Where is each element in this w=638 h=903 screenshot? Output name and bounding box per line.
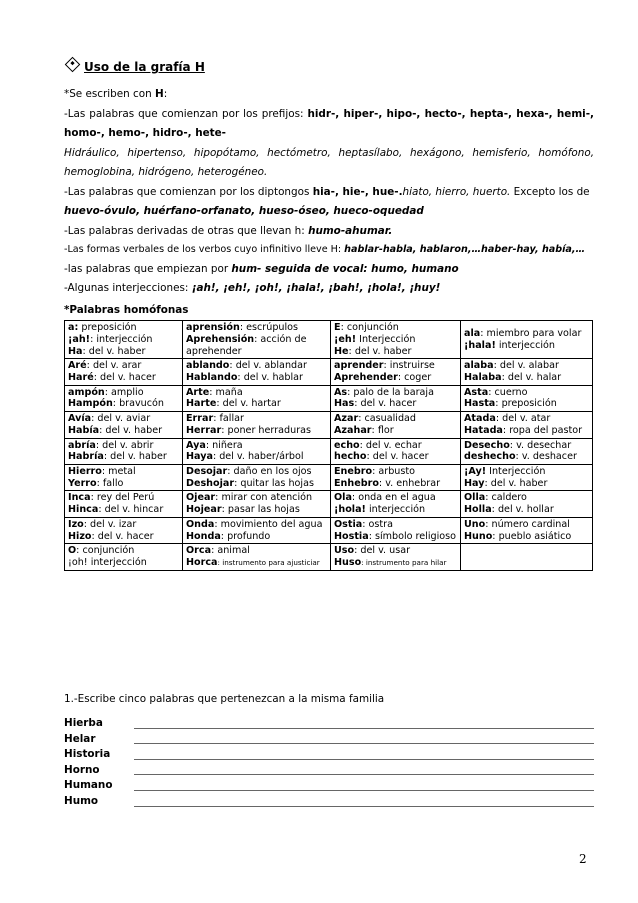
- rule-hum: -las palabras que empiezan por hum- seguida de vocal: humo, humano: [64, 262, 459, 275]
- answer-row: Horno: [64, 762, 594, 778]
- table-cell: ablando: del v. ablandar Hablando: del v. hablar: [183, 359, 331, 385]
- table-row: [65, 491, 593, 517]
- table-cell: Desecho: v. desechar deshecho: v. deshacer: [461, 438, 593, 464]
- table-row: [65, 412, 593, 438]
- table-row: [65, 385, 593, 411]
- exercise-title: 1.-Escribe cinco palabras que pertenezcan a la misma familia: [64, 693, 385, 705]
- answer-line[interactable]: [134, 790, 594, 791]
- rule-diphthongs-exceptions: huevo-óvulo, huérfano-orfanato, hueso-óseo, hueco-oquedad: [64, 205, 424, 218]
- answer-line[interactable]: [134, 743, 594, 744]
- section-title: Uso de la grafía H: [64, 60, 594, 74]
- table-cell: Hierro: metal Yerro: fallo: [65, 464, 183, 490]
- table-row: [65, 517, 593, 543]
- answer-row: Humo: [64, 793, 594, 809]
- rule-diphthongs: -Las palabras que comienzan por los diptongos hia-, hie-, hue-.hiato, hierro, huerto. Excepto los de: [64, 185, 590, 198]
- answer-line[interactable]: [134, 774, 594, 775]
- table-cell: echo: del v. echar hecho: del v. hacer: [331, 438, 461, 464]
- table-cell: As: palo de la baraja Has: del v. hacer: [331, 385, 461, 411]
- rule-verbs: -Las formas verbales de los verbos cuyo infinitivo lleve H: hablar-habla, hablaron,…haber-hay, había,…: [64, 244, 586, 256]
- table-cell: Enebro: arbusto Enhebro: v. enhebrar: [331, 464, 461, 490]
- table-cell: Aya: niñera Haya: del v. haber/árbol: [183, 438, 331, 464]
- table-cell: abría: del v. abrir Habría: del v. haber: [65, 438, 183, 464]
- table-cell: Avía: del v. aviar Había: del v. haber: [65, 412, 183, 438]
- table-cell: Aré: del v. arar Haré: del v. hacer: [65, 359, 183, 385]
- rule-prefixes-examples-cont: hemoglobina, hidrógeno, heterogéneo.: [64, 166, 268, 179]
- table-cell: Arte: maña Harte: del v. hartar: [183, 385, 331, 411]
- table-cell: Olla: caldero Holla: del v. hollar: [461, 491, 593, 517]
- answer-row: Historia: [64, 746, 594, 762]
- page-number: 2: [579, 852, 587, 866]
- table-cell: Atada: del v. atar Hatada: ropa del pastor: [461, 412, 593, 438]
- rule-interjections: -Algunas interjecciones: ¡ah!, ¡eh!, ¡oh!, ¡hala!, ¡bah!, ¡hola!, ¡huy!: [64, 282, 441, 295]
- table-cell: Ojear: mirar con atención Hojear: pasar las hojas: [183, 491, 331, 517]
- table-cell: ala: miembro para volar ¡hala! interjección: [461, 321, 593, 359]
- table-cell: Izo: del v. izar Hizo: del v. hacer: [65, 517, 183, 543]
- homophones-table: [64, 320, 593, 570]
- answer-line[interactable]: [134, 759, 594, 760]
- table-cell: ampón: amplio Hampón: bravucón: [65, 385, 183, 411]
- rule-intro: *Se escriben con H:: [64, 88, 168, 101]
- table-cell: Ola: onda en el agua ¡hola! interjección: [331, 491, 461, 517]
- table-cell: aprender: instruirse Aprehender: coger: [331, 359, 461, 385]
- table-cell: Uso: del v. usar Huso: instrumento para hilar: [331, 544, 461, 570]
- answer-line[interactable]: [134, 806, 594, 807]
- rule-prefixes: -Las palabras que comienzan por los prefijos: hidr-, hiper-, hipo-, hecto-, hepta-, hexa-, hemi-,: [64, 107, 594, 120]
- answer-row: Humano: [64, 777, 594, 793]
- table-cell: Onda: movimiento del agua Honda: profundo: [183, 517, 331, 543]
- answer-row: Hierba: [64, 715, 594, 731]
- table-cell: alaba: del v. alabar Halaba: del v. halar: [461, 359, 593, 385]
- content: [64, 60, 594, 571]
- table-row: [65, 321, 593, 359]
- table-cell: [461, 544, 593, 570]
- table-cell: O: conjunción ¡oh! interjección: [65, 544, 183, 570]
- table-cell: Azar: casualidad Azahar: flor: [331, 412, 461, 438]
- table-cell: ¡Ay! Interjección Hay: del v. haber: [461, 464, 593, 490]
- table-row: [65, 359, 593, 385]
- answer-row: Helar: [64, 731, 594, 747]
- table-row: [65, 438, 593, 464]
- table-cell: Asta: cuerno Hasta: preposición: [461, 385, 593, 411]
- table-row: [65, 544, 593, 570]
- answer-line[interactable]: [134, 728, 594, 729]
- table-cell: Errar: fallar Herrar: poner herraduras: [183, 412, 331, 438]
- rule-prefixes-cont: homo-, hemo-, hidro-, hete-: [64, 127, 226, 140]
- table-cell: Orca: animal Horca: instrumento para ajusticiar: [183, 544, 331, 570]
- homophones-heading: *Palabras homófonas: [64, 303, 189, 316]
- table-cell: aprensión: escrúpulos Aprehensión: acción de aprehender: [183, 321, 331, 359]
- table-cell: Desojar: daño en los ojos Deshojar: quitar las hojas: [183, 464, 331, 490]
- table-cell: Inca: rey del Perú Hinca: del v. hincar: [65, 491, 183, 517]
- rule-prefixes-examples: Hidráulico, hipertenso, hipopótamo, hectómetro, heptasílabo, hexágono, hemisferio, homófono,: [64, 146, 594, 159]
- diamond-bullet-icon: [65, 57, 81, 73]
- table-cell: Uno: número cardinal Huno: pueblo asiático: [461, 517, 593, 543]
- table-row: [65, 464, 593, 490]
- table-cell: a: preposición ¡ah!: interjección Ha: del v. haber: [65, 321, 183, 359]
- rule-derived: -Las palabras derivadas de otras que llevan h: humo-ahumar.: [64, 224, 393, 237]
- table-cell: Ostia: ostra Hostia: símbolo religioso: [331, 517, 461, 543]
- table-cell: E: conjunción ¡eh! Interjección He: del v. haber: [331, 321, 461, 359]
- exercise-section: [64, 693, 594, 809]
